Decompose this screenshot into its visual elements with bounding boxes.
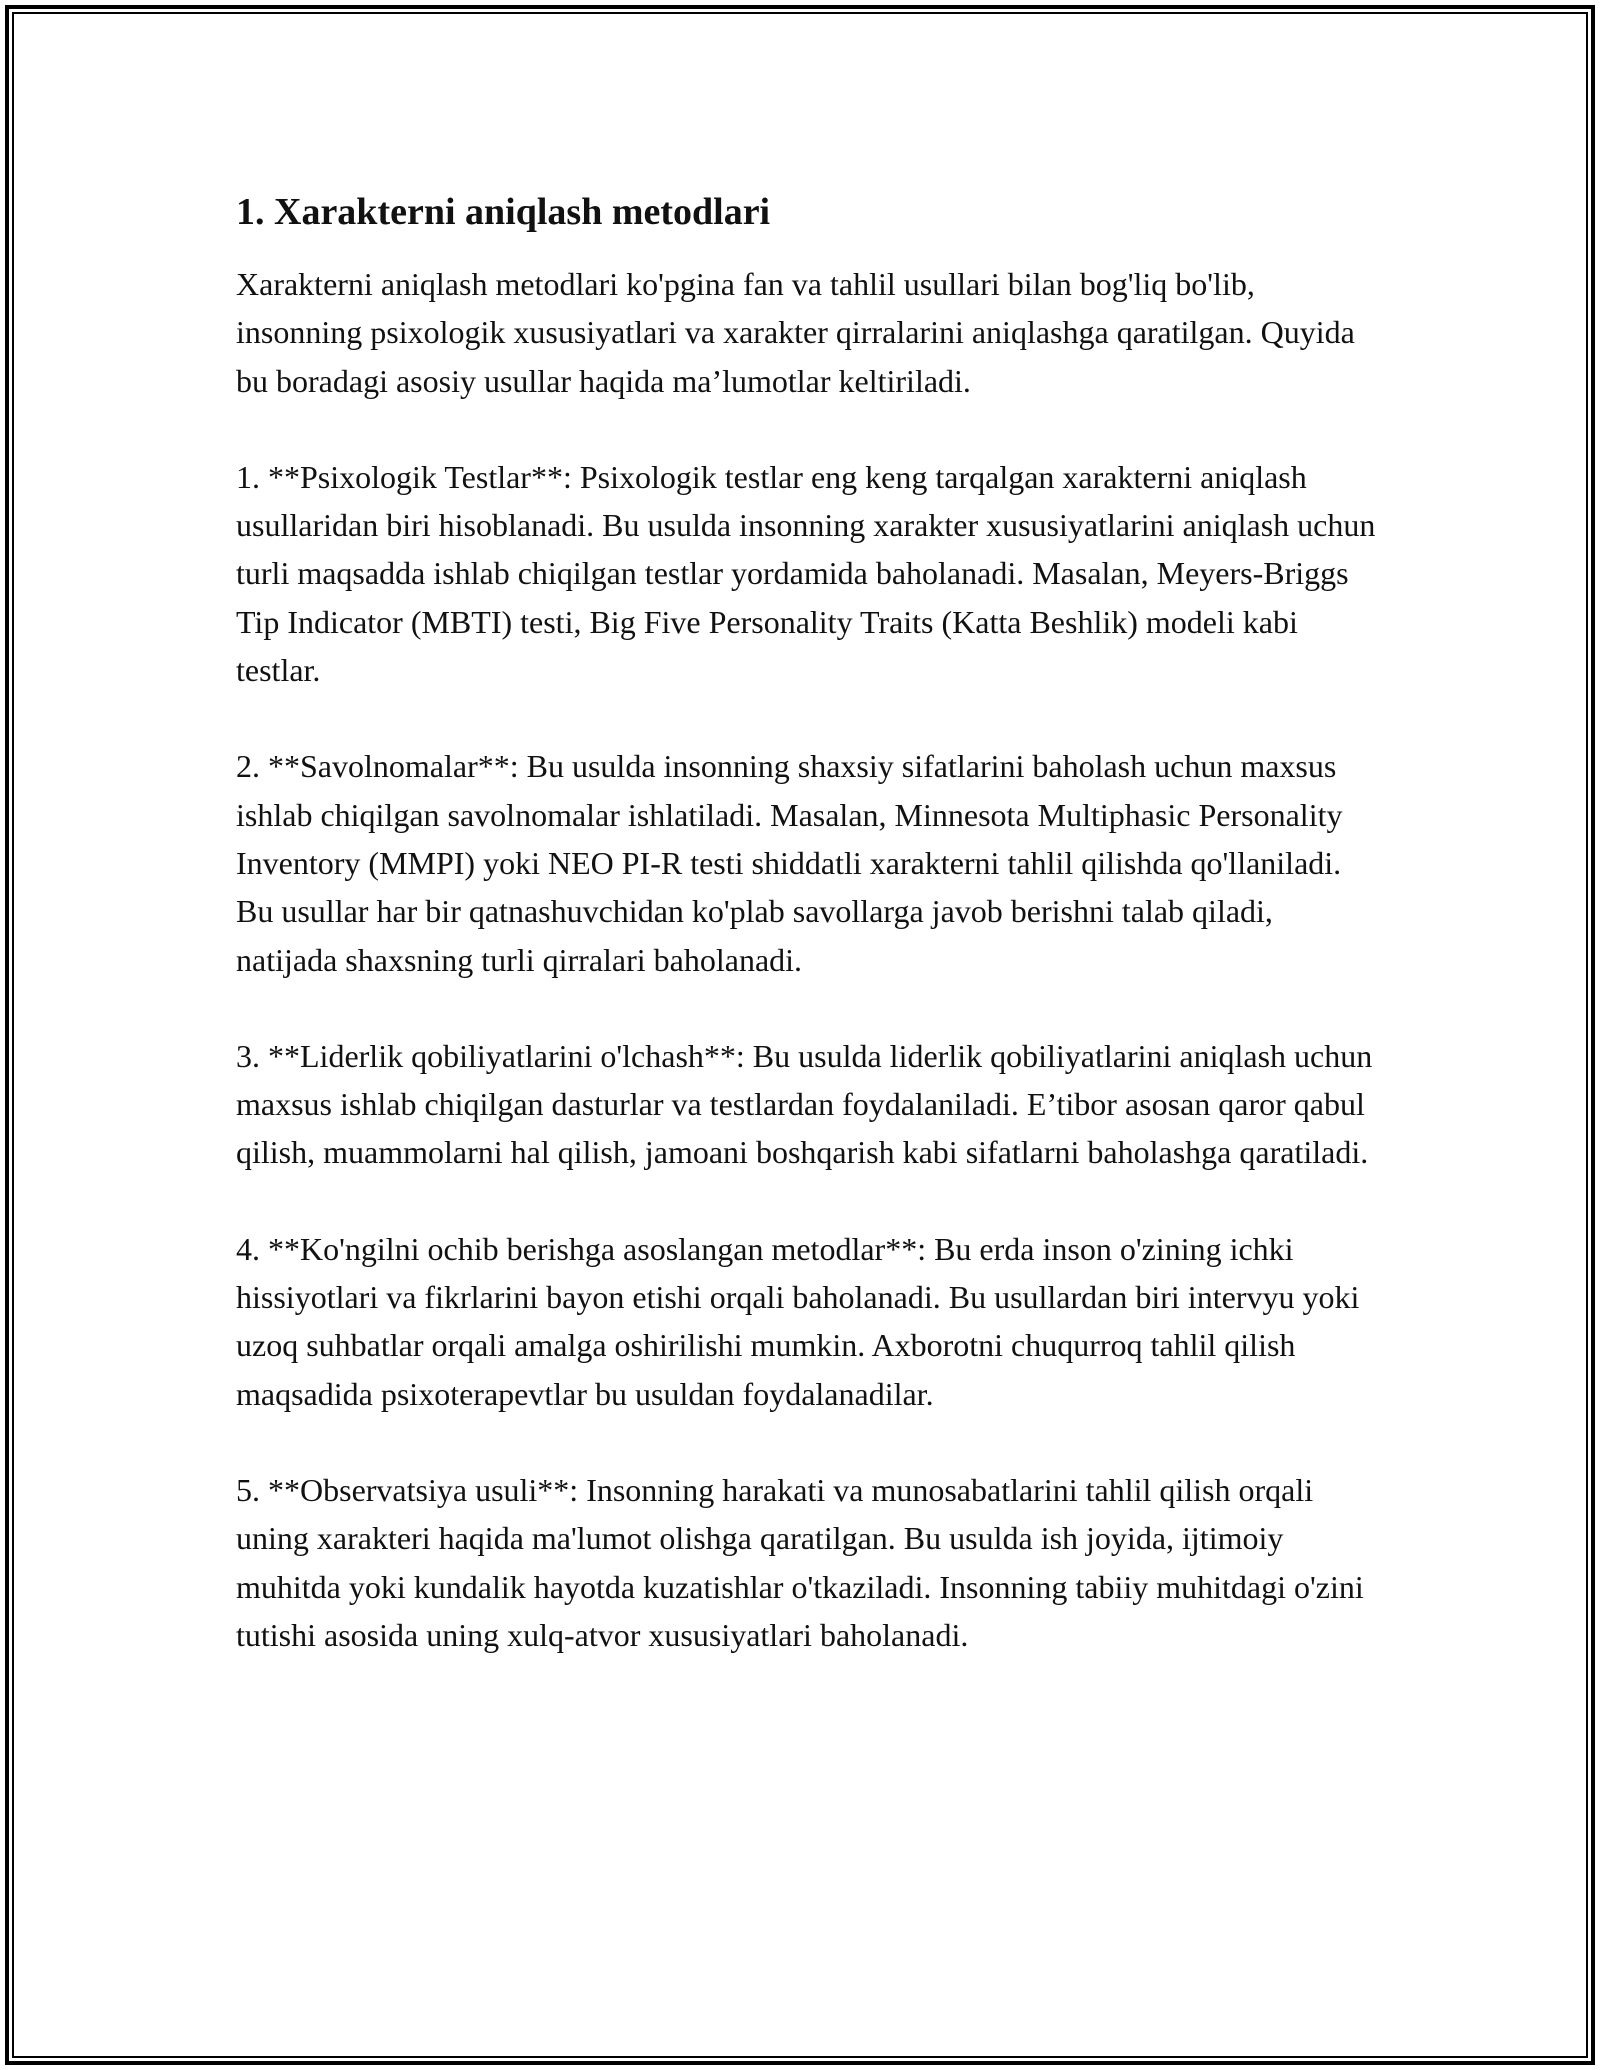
document-body — [236, 186, 1376, 1707]
intro-paragraph: Xarakterni aniqlash metodlari ko'pgina fan va tahlil usullari bilan bog'liq bo'lib, insonning psixologik xususiyatlari va xarakter qirralarini aniqlashga qaratilgan. Quyida bu boradagi asosiy usullar haqida ma’lumotlar keltiriladi. — [236, 266, 1355, 399]
paragraph-psixologik-testlar: 1. **Psixologik Testlar**: Psixologik testlar eng keng tarqalgan xarakterni aniqlash usullaridan biri hisoblanadi. Bu usulda insonning xarakter xususiyatlarini aniqlash uchun turli maqsadda ishlab chiqilgan testlar yordamida baholanadi. Masalan, Meyers-Briggs Tip Indicator (MBTI) testi, Big Five Personality Traits (Katta Beshlik) modeli kabi testlar. — [236, 458, 1376, 689]
paragraph-kongilni-ochib: 4. **Ko'ngilni ochib berishga asoslangan metodlar**: Bu erda inson o'zining ichki hissiyotlari va fikrlarini bayon etishi orqali baholanadi. Bu usullardan biri intervyu yoki uzoq suhbatlar orqali amalga oshirilishi mumkin. Axborotni chuqurroq tahlil qilish maqsadida psixoterapevtlar bu usuldan foydalanadilar. — [236, 1230, 1360, 1412]
paragraph-observatsiya: 5. **Observatsiya usuli**: Insonning harakati va munosabatlarini tahlil qilish orqali uning xarakteri haqida ma'lumot olishga qaratilgan. Bu usulda ish joyida, ijtimoiy muhitda yoki kundalik hayotda kuzatishlar o'tkaziladi. Insonning tabiiy muhitdagi o'zini tutishi asosida uning xulq-atvor xususiyatlari baholanadi. — [236, 1471, 1364, 1653]
paragraph-savolnomalar: 2. **Savolnomalar**: Bu usulda insonning shaxsiy sifatlarini baholash uchun maxsus ishlab chiqilgan savolnomalar ishlatiladi. Masalan, Minnesota Multiphasic Personality Inventory (MMPI) yoki NEO PI-R testi shiddatli xarakterni tahlil qilishda qo'llaniladi. Bu usullar har bir qatnashuvchidan ko'plab savollarga javob berishni talab qiladi, natijada shaxsning turli qirralari baholanadi. — [236, 748, 1343, 978]
document-title: 1. Xarakterni aniqlash metodlari — [236, 191, 771, 233]
paragraph-liderlik: 3. **Liderlik qobiliyatlarini o'lchash**: Bu usulda liderlik qobiliyatlarini aniqlash uchun maxsus ishlab chiqilgan dasturlar va testlardan foydalaniladi. E’tibor asosan qaror qabul qilish, muammolarni hal qilish, jamoani boshqarish kabi sifatlarni baholashga qaratiladi. — [236, 1037, 1373, 1171]
